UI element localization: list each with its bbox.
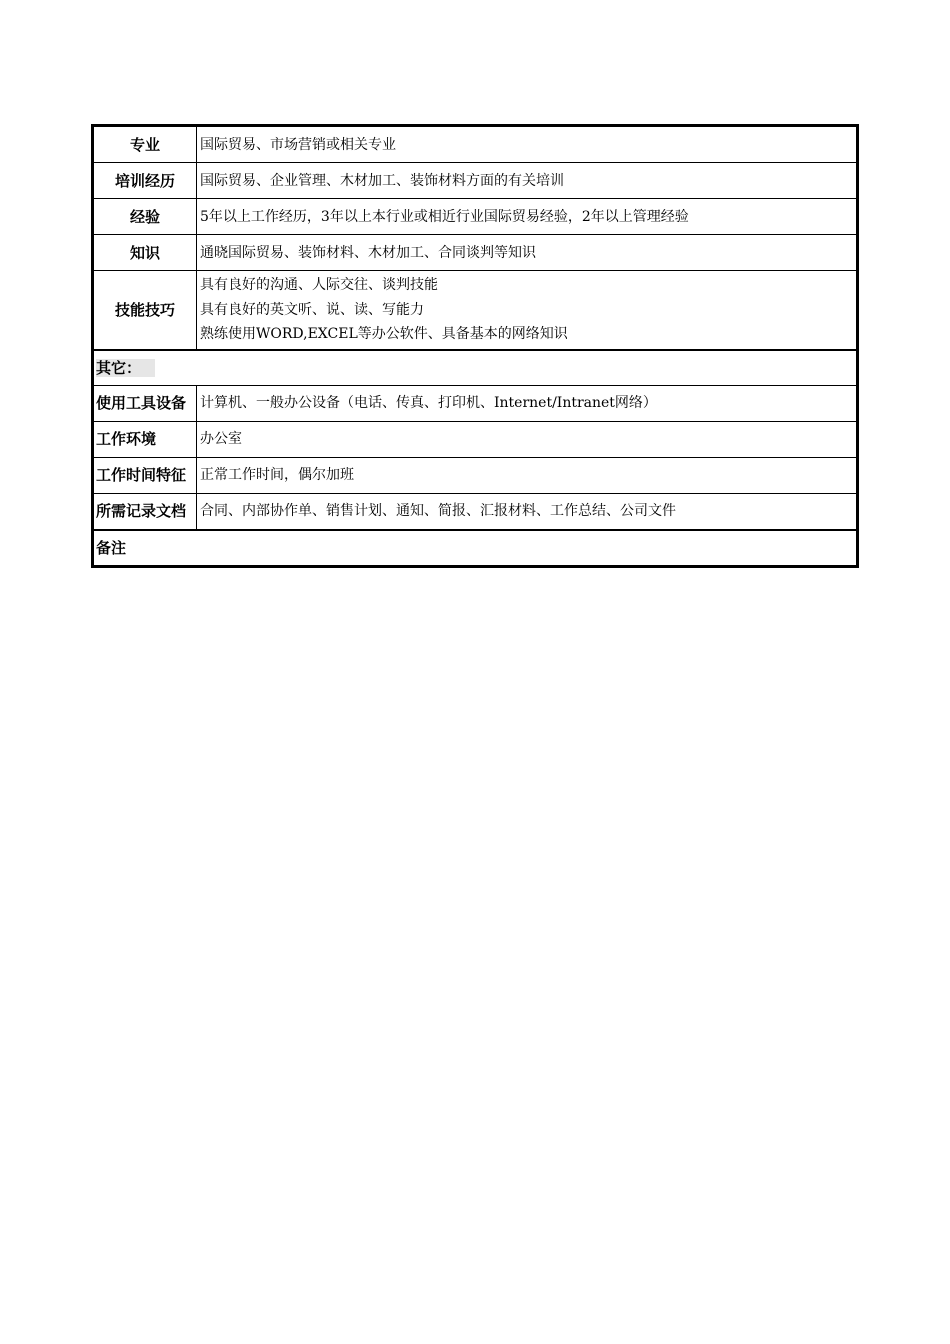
section-remarks — [94, 530, 857, 566]
requirements-table — [93, 126, 857, 566]
row-label: 培训经历 — [94, 163, 197, 199]
row-label: 工作时间特征 — [94, 457, 197, 493]
row-label: 专业 — [94, 127, 197, 163]
table-row-knowledge — [94, 235, 857, 271]
row-value: 国际贸易、企业管理、木材加工、装饰材料方面的有关培训 — [197, 163, 857, 199]
section-other — [94, 350, 857, 386]
section-title-text: 其它： — [96, 359, 155, 377]
job-description-table — [91, 124, 859, 568]
table-row-skills — [94, 271, 857, 350]
skill-line: 具有良好的沟通、人际交往、谈判技能 — [200, 277, 438, 293]
row-label: 经验 — [94, 199, 197, 235]
row-value: 办公室 — [197, 421, 857, 457]
table-row-environment — [94, 421, 857, 457]
row-value: 通晓国际贸易、装饰材料、木材加工、合同谈判等知识 — [197, 235, 857, 271]
row-value: 计算机、一般办公设备（电话、传真、打印机、Internet/Intranet网络） — [197, 385, 857, 421]
skill-line: 具有良好的英文听、说、读、写能力 — [200, 301, 424, 318]
table-row-experience — [94, 199, 857, 235]
row-value: 合同、内部协作单、销售计划、通知、简报、汇报材料、工作总结、公司文件 — [197, 493, 857, 530]
row-value: 国际贸易、市场营销或相关专业 — [197, 127, 857, 163]
section-title — [94, 350, 857, 386]
row-label: 工作环境 — [94, 421, 197, 457]
row-value: 5年以上工作经历，3年以上本行业或相近行业国际贸易经验，2年以上管理经验 — [197, 199, 857, 235]
row-label: 知识 — [94, 235, 197, 271]
table-row-documents — [94, 493, 857, 530]
skills-list — [197, 271, 857, 350]
table-row-work-time — [94, 457, 857, 493]
table-row-training — [94, 163, 857, 199]
row-label: 使用工具设备 — [94, 385, 197, 421]
row-label: 所需记录文档 — [94, 493, 197, 530]
row-label: 技能技巧 — [94, 271, 197, 350]
section-title: 备注 — [94, 530, 857, 566]
skill-line: 熟练使用WORD,EXCEL等办公软件、具备基本的网络知识 — [200, 326, 568, 342]
table-row-major — [94, 127, 857, 163]
table-row-tools — [94, 385, 857, 421]
row-value: 正常工作时间，偶尔加班 — [197, 457, 857, 493]
